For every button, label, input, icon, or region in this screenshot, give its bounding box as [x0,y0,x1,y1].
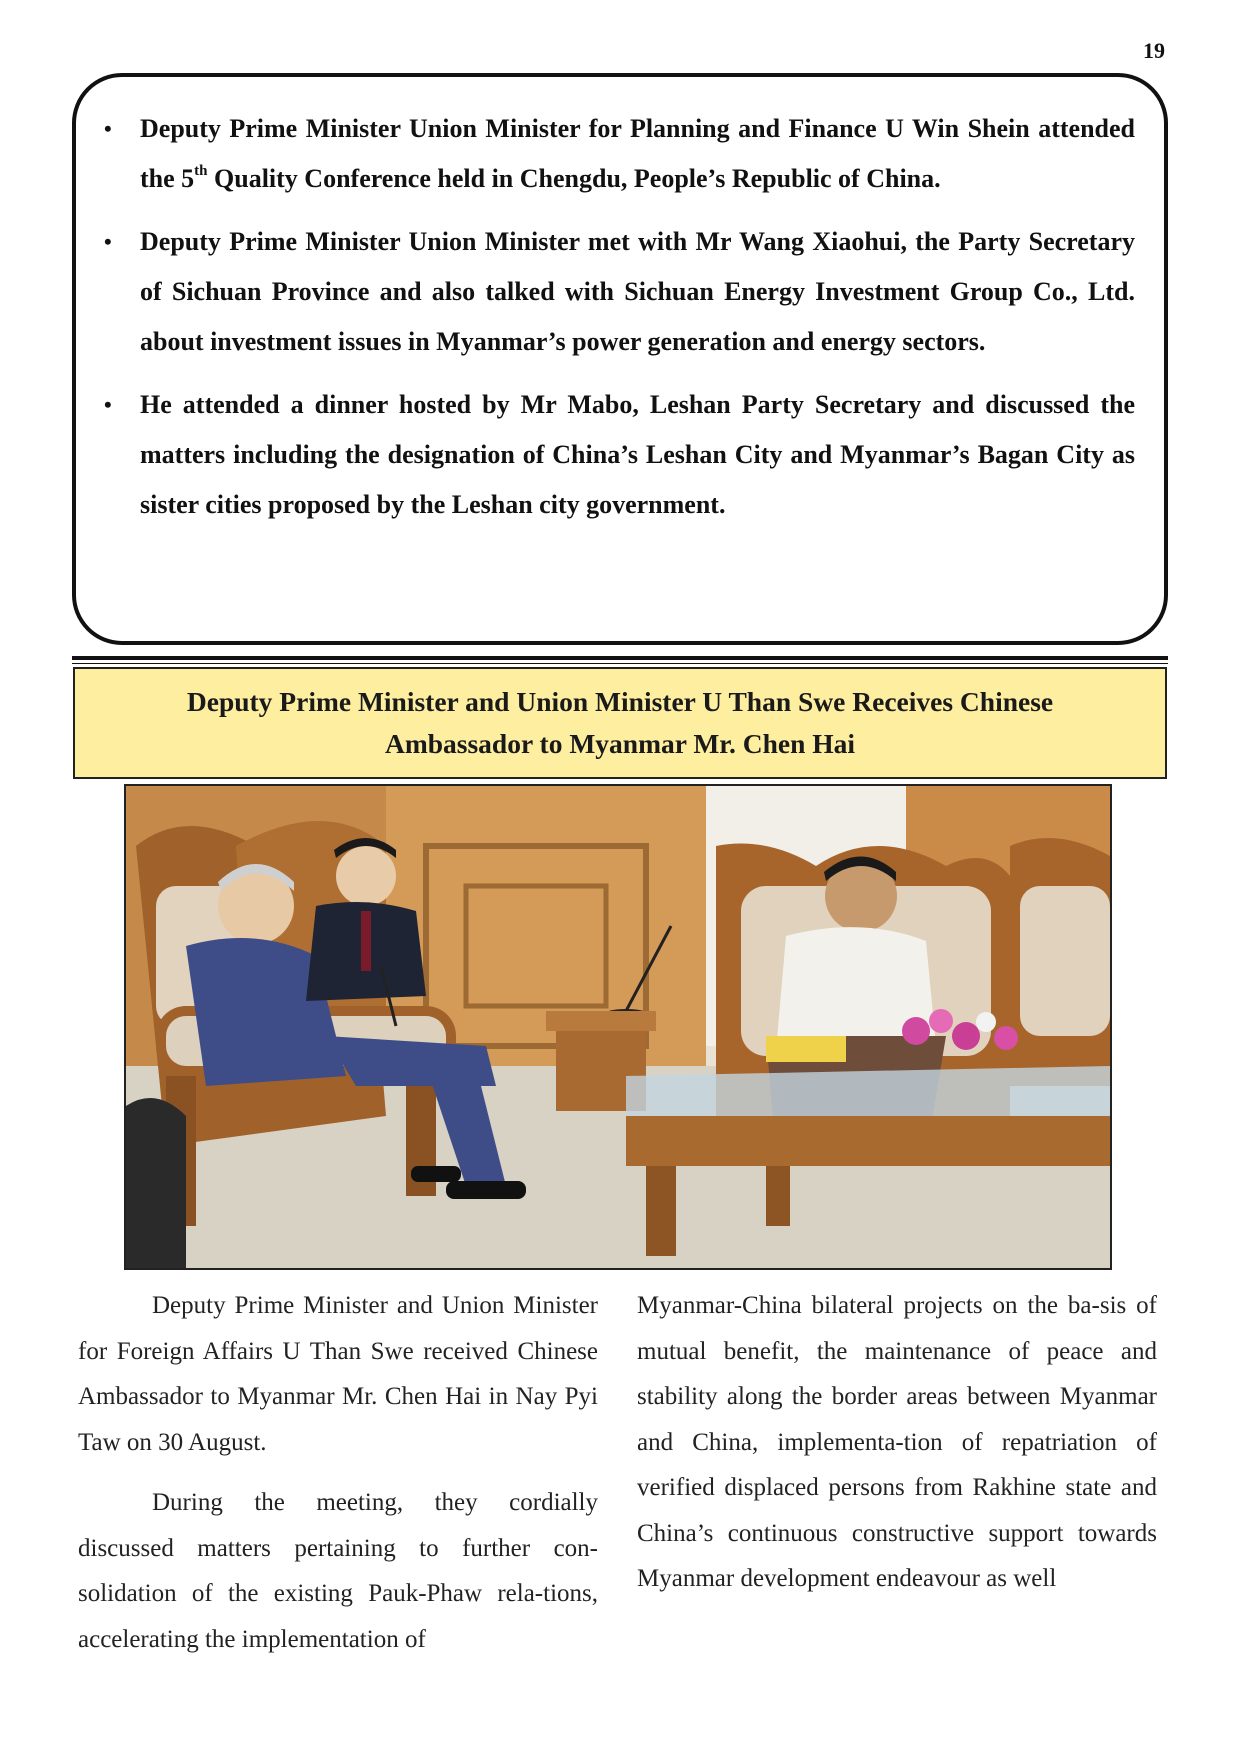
section-divider-thin [72,663,1168,664]
bullet-item [104,380,1135,530]
article-headline-box [73,667,1167,779]
meeting-photo-illustration [126,786,1110,1268]
summary-bullet-list [104,104,1135,543]
bullet-dot-icon: • [104,116,112,141]
page-number: 19 [1143,38,1165,63]
article-column-left [78,1283,598,1662]
bullet-text: He attended a dinner hosted by Mr Mabo, Leshan Party Secretary and discussed the matters including the designation of China’s Leshan City and Myanmar’s Bagan City as sister cities proposed by the Leshan city government. [140,390,1135,519]
bullet-dot-icon: • [104,392,112,417]
section-divider [72,656,1168,660]
bullet-text: Quality Conference held in Chengdu, People’s Republic of China. [207,164,941,193]
bullet-text: Deputy Prime Minister Union Minister for Planning and Finance U Win Shein attended the 5 [140,114,1135,193]
article-paragraph: Myanmar-China bilateral projects on the ba-sis of mutual benefit, the maintenance of peace and stability along the border areas between Myanmar and China, implementa-tion of repatriation of verified displaced persons from Rakhine state and China’s continuous constructive support towards Myanmar development endeavour as well [637,1292,1157,1592]
article-column-right [637,1283,1157,1602]
article-headline: Deputy Prime Minister and Union Minister U Than Swe Receives Chinese Ambassador to Myanmar Mr. Chen Hai [186,686,1054,759]
bullet-item [104,104,1135,204]
bullet-item [104,217,1135,367]
bullet-text: Deputy Prime Minister Union Minister met with Mr Wang Xiaohui, the Party Secretary of Sichuan Province and also talked with Sichuan Energy Investment Group Co., Ltd. about investment issues in Myanmar’s power generation and energy sectors. [140,227,1135,356]
meeting-photo [124,784,1112,1270]
article-paragraph: Deputy Prime Minister and Union Minister for Foreign Affairs U Than Swe received Chinese Ambassador to Myanmar Mr. Chen Hai in Nay Pyi Taw on 30 August. [78,1292,598,1456]
bullet-dot-icon: • [104,229,112,254]
superscript: th [194,163,208,179]
article-paragraph: During the meeting, they cordially discussed matters pertaining to further con-solidation of the existing Pauk-Phaw rela-tions, accelerating the implementation of [78,1489,598,1653]
